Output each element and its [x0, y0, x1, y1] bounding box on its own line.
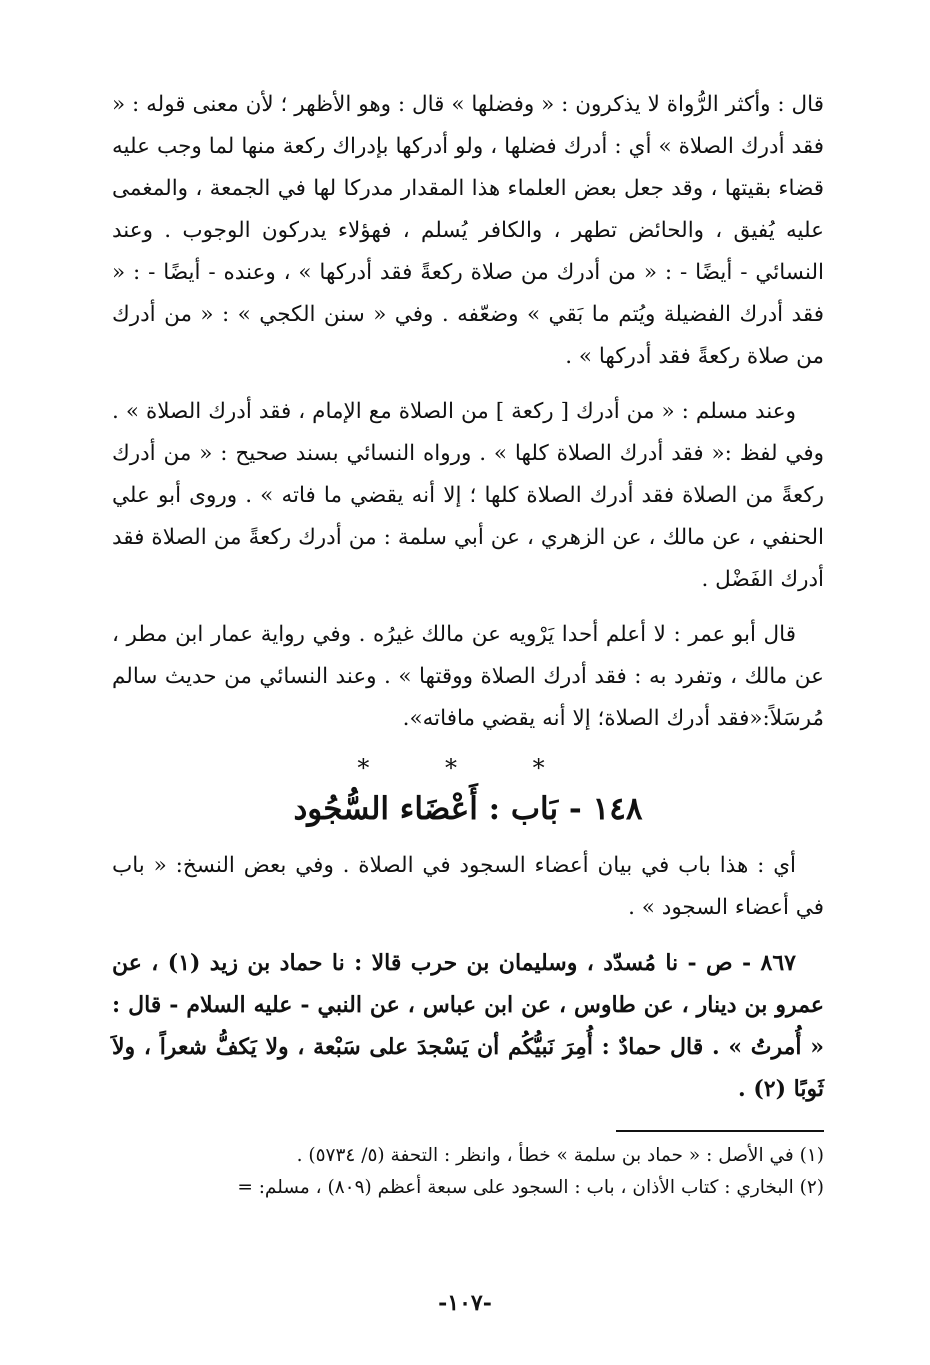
paragraph-2: وعند مسلم : « من أدرك [ ركعة ] من الصلاة مع الإمام ، فقد أدرك الصلاة » . وفي لفظ :« فقد أدرك الصلاة كلها » . ورواه النسائي بسند صحيح : « من أدرك ركعةً من الصلاة فقد أدرك الصلاة كلها ؛ إلا أنه يقضي ما فاته » . وروى أبو علي الحنفي ، عن مالك ، عن الزهري ، عن أبي سلمة : من أدرك ركعةً من الصلاة فقد أدرك الفَضْل . — [112, 399, 824, 592]
hadith-text: ٨٦٧ - ص - نا مُسدّد ، وسليمان بن حرب قالا : نا حماد بن زيد (١) ، عن عمرو بن دينار ، عن طاوس ، عن ابن عباس ، عن النبي - عليه السلام - قال : « أُمرتُ » . قال حمادٌ : أُمِرَ نَبيُّكُم أن يَسْجدَ على سَبْعة ، ولا يَكفُّ شعراً ، ولاَ ثَوبًا (٢) . — [112, 950, 824, 1102]
footnote-divider — [616, 1130, 824, 1132]
footnote-1: (١) في الأصل : « حماد بن سلمة » خطأ ، وانظر : التحفة (٥/ ٥٧٣٤) . — [296, 1145, 824, 1166]
chapter-heading: ١٤٨ - بَاب : أَعْضَاء السُّجُود — [293, 791, 643, 827]
chapter-intro: أي : هذا باب في بيان أعضاء السجود في الصلاة . وفي بعض النسخ: « باب في أعضاء السجود » . — [112, 853, 824, 920]
paragraph-3: قال أبو عمر : لا أعلم أحدا يَرْويه عن مالك غيرُه . وفي رواية عمار ابن مطر ، عن مالك ، وتفرد به : فقد أدرك الصلاة ووقتها » . وعند النسائي من حديث سالم مُرسَلاً:«فقد أدرك الصلاة؛ إلا أنه يقضي مافاته». — [112, 622, 824, 731]
section-separator: * * * — [357, 754, 579, 782]
page-number: -١٠٧- — [438, 1290, 492, 1316]
footnote-2: (٢) البخاري : كتاب الأذان ، باب : السجود على سبعة أعظم (٨٠٩) ، مسلم: = — [237, 1177, 824, 1198]
paragraph-1: قال : وأكثر الرُّواة لا يذكرون : « وفضلها » قال : وهو الأظهر ؛ لأن معنى قوله : « فقد أدرك الصلاة » أي : أدرك فضلها ، ولو أدركها بإدراك ركعة منها لما وجب عليه قضاء بقيتها ، وقد جعل بعض العلماء هذا المقدار مدركا لها في الجمعة ، والمغمى عليه يُفيق ، والحائض تطهر ، والكافر يُسلم ، فهؤلاء يدركون الوجوب . وعند النسائي - أيضًا - : « من أدرك من صلاة ركعةً فقد أدركها » ، وعنده - أيضًا - : « فقد أدرك الفضيلة ويُتم ما بَقي » وضعّفه . وفي « سنن الكجي » : « من أدرك من صلاة ركعةً فقد أدركها » . — [112, 92, 824, 369]
page-body — [112, 84, 824, 1204]
